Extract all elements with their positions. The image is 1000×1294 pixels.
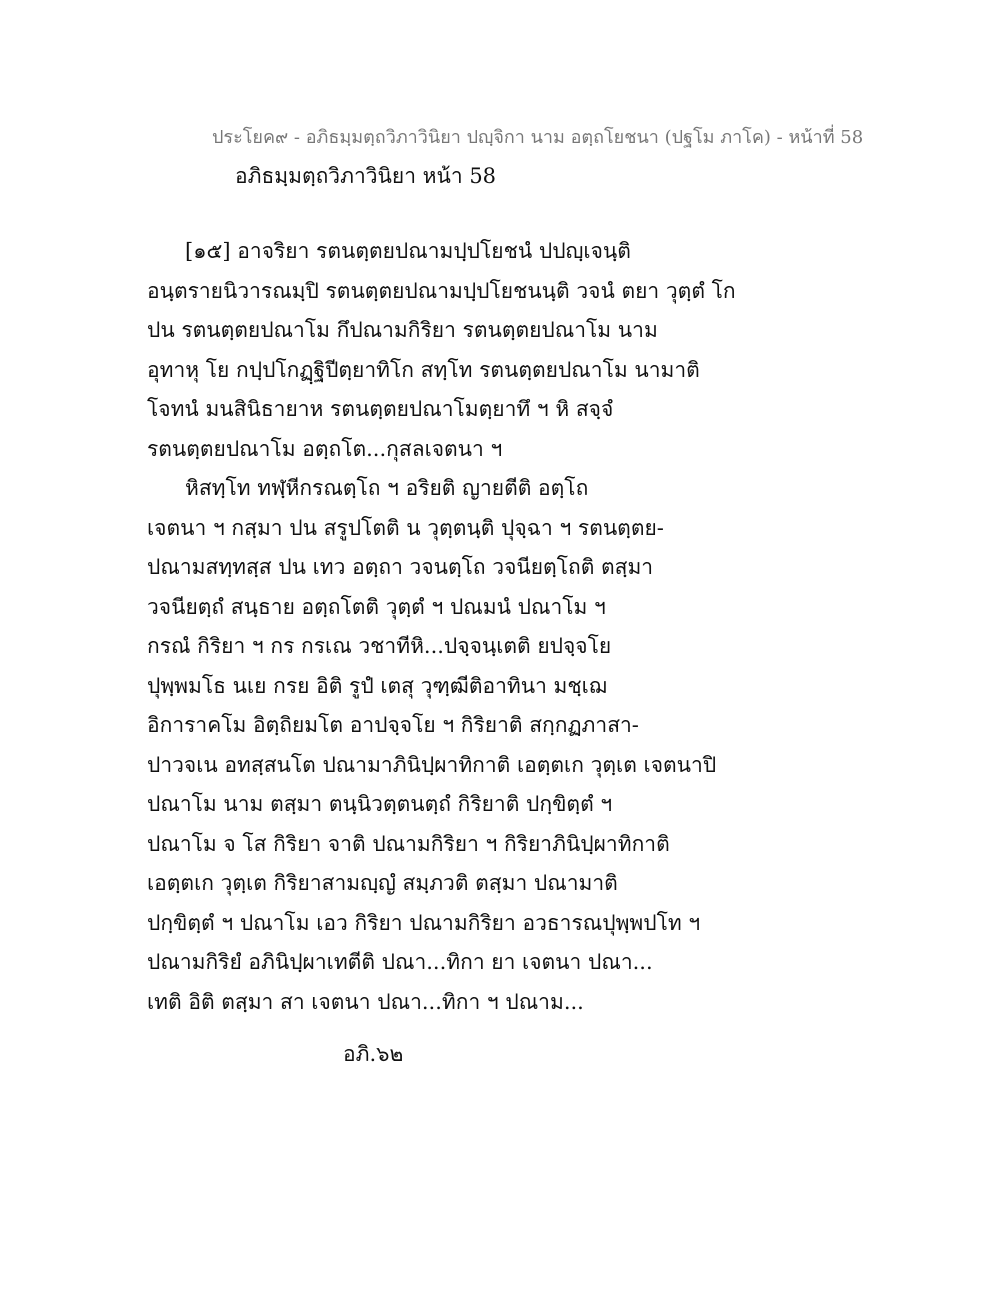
text-line: ปกฺขิตฺตํ ฯ ปณาโม เอว กิริยา ปณามกิริยา อวธารณปุพฺพปโท ฯ [147,910,701,935]
text-line: เทติ อิติ ตสฺมา สา เจตนา ปณา...ทิกา ฯ ปณาม... [147,989,584,1014]
text-line: เอตฺตเก วุตฺเต กิริยาสามญฺญํ สมฺภวติ ตสฺมา ปณามาติ [147,871,618,895]
text-line: [๑๕] อาจริยา รตนตฺตยปณามปฺปโยชนํ ปปญฺเจนฺติ [185,239,631,263]
text-line: เจตนา ฯ กสฺมา ปน สรูปโตติ น วุตฺตนฺติ ปุจฺฉา ฯ รตนตฺตย- [147,515,664,540]
text-line: ปณาโม นาม ตสฺมา ตนฺนิวตฺตนตฺถํ กิริยาติ ปกฺขิตฺตํ ฯ [147,792,613,816]
text-line: อุทาหุ โย กปฺปโกฏฺฐิปีตฺยาทิโก สทฺโท รตนตฺตยปณาโม นามาติ [147,357,700,382]
text-line: อนฺตรายนิวารณมฺปิ รตนตฺตยปณามปฺปโยชนนฺติ วจนํ ตยา วุตฺตํ โก [147,278,736,303]
page-heading: อภิธมฺมตฺถวิภาวินิยา หน้า 58 [235,164,497,188]
text-line: ปาวจเน อทสฺสนโต ปณามาภินิปฺผาทิกาติ เอตฺตเก วุตฺเต เจตนาปิ [147,752,717,777]
text-line: รตนตฺตยปณาโม อตฺถโต...กุสลเจตนา ฯ [147,436,503,461]
text-line: วจนียตฺถํ สนฺธาย อตฺถโตติ วุตฺตํ ฯ ปณมนํ ปณาโม ฯ [147,594,606,619]
text-line: ปณาโม จ โส กิริยา จาติ ปณามกิริยา ฯ กิริยาภินิปฺผาทิกาติ [147,831,670,856]
text-line: ปน รตนตฺตยปณาโม กึปณามกิริยา รตนตฺตยปณาโม นาม [147,318,658,342]
body-text [147,232,967,1022]
text-line: กรณํ กิริยา ฯ กร กรเณ วชาทีหิ...ปจฺจนฺเตติ ยปจฺจโย [147,634,612,658]
footer-page-mark: อภิ.๖๒ [343,1042,404,1066]
text-line: ปณามกิริยํ อภินิปฺผาเทตีติ ปณา...ทิกา ยา เจตนา ปณา... [147,950,653,974]
text-line: ปุพฺพมโธ นเย กรย อิติ รูปํ เตสุ วุฑฺฒีติอาทินา มชฺเฌ [147,673,607,698]
text-line: ปณามสทฺทสฺส ปน เทว อตฺถา วจนตฺโถ วจนียตฺโถติ ตสฺมา [147,555,654,579]
running-header: ประโยค๙ - อภิธมฺมตฺถวิภาวินิยา ปญฺจิกา นาม อตฺถโยชนา (ปฐโม ภาโค) - หน้าที่ 58 [212,127,864,148]
text-line: อิการาคโม อิตฺถิยมโต อาปจฺจโย ฯ กิริยาติ สกฺกฏภาสา- [147,713,639,737]
text-line: โจทนํ มนสินิธายาห รตนตฺตยปณาโมตฺยาทึ ฯ หิ สจฺจํ [147,397,614,421]
text-line: หิสทฺโท ทฬฺหีกรณตฺโถ ฯ อริยติ ญายตีติ อตฺโถ [185,476,589,500]
